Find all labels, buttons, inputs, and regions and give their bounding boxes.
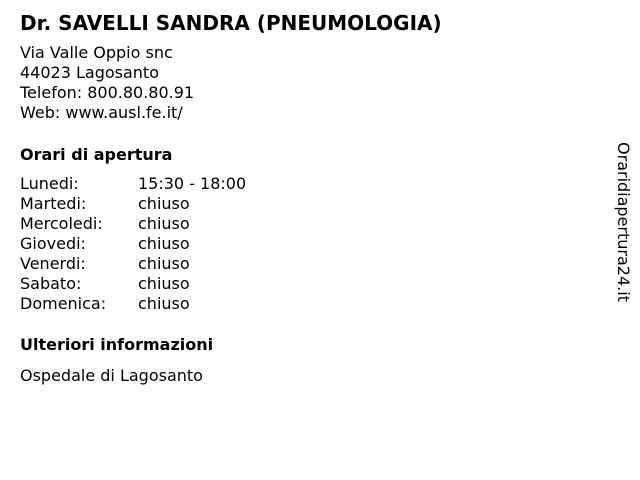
time-value: chiuso xyxy=(138,254,190,273)
time-value: chiuso xyxy=(138,214,190,233)
hours-row-saturday xyxy=(20,274,246,294)
address-block xyxy=(20,43,194,123)
time-value: 15:30 - 18:00 xyxy=(138,174,247,193)
opening-hours-table xyxy=(20,174,246,314)
hours-row-sunday xyxy=(20,294,246,314)
site-watermark: Oraridiapertura24.it xyxy=(614,142,633,302)
opening-hours-heading: Orari di apertura xyxy=(20,145,173,164)
street-address: Via Valle Oppio snc xyxy=(20,43,173,62)
page-title: Dr. SAVELLI SANDRA (PNEUMOLOGIA) xyxy=(20,11,442,35)
time-value: chiuso xyxy=(138,194,190,213)
further-info-text: Ospedale di Lagosanto xyxy=(20,366,203,385)
time-value: chiuso xyxy=(138,234,190,253)
time-value: chiuso xyxy=(138,294,190,313)
day-label: Giovedi: xyxy=(20,234,86,253)
day-label: Venerdi: xyxy=(20,254,86,273)
hours-row-wednesday xyxy=(20,214,246,234)
time-value: chiuso xyxy=(138,274,190,293)
hours-row-tuesday xyxy=(20,194,246,214)
city-address: 44023 Lagosanto xyxy=(20,63,159,82)
hours-row-friday xyxy=(20,254,246,274)
website-link: Web: www.ausl.fe.it/ xyxy=(20,103,183,122)
day-label: Sabato: xyxy=(20,274,82,293)
further-info-heading: Ulteriori informazioni xyxy=(20,335,214,354)
day-label: Mercoledi: xyxy=(20,214,103,233)
hours-row-thursday xyxy=(20,234,246,254)
day-label: Domenica: xyxy=(20,294,107,313)
hours-row-monday xyxy=(20,174,246,194)
day-label: Martedi: xyxy=(20,194,87,213)
day-label: Lunedi: xyxy=(20,174,79,193)
phone-number: Telefon: 800.80.80.91 xyxy=(20,83,195,102)
